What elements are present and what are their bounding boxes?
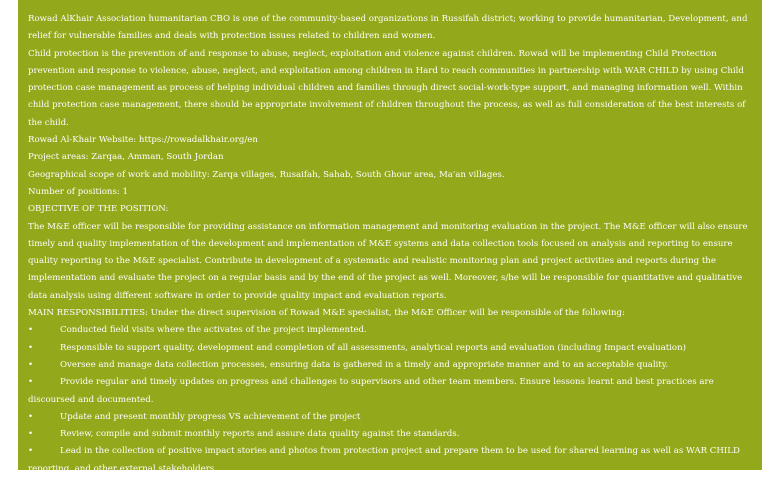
responsibility-text: Conducted field visits where the activates of the project implemented.: [60, 325, 367, 336]
responsibility-item: [28, 478, 754, 495]
bullet-icon: •: [28, 359, 34, 370]
bullet-icon: •: [28, 446, 34, 457]
responsibility-text: Update and present monthly progress VS achievement of the project: [60, 411, 361, 422]
responsibility-item: [28, 322, 754, 339]
positions-line: Number of positions: 1: [28, 186, 128, 197]
geo-scope-line: Geographical scope of work and mobility: Zarqa villages, Rusaifah, Sahab, South Ghour area, Ma'an villages.: [28, 169, 505, 180]
responsibility-item: [28, 409, 754, 426]
responsibility-item: [28, 426, 754, 443]
objective-paragraph: The M&E officer will be responsible for providing assistance on information management and monitoring evaluation in the project. The M&E officer will also ensure timely and quality implementation of the development and implementation of M&E systems and data collection tools focused on analysis and reporting to ensure quality reporting to the M&E specialist. Contribute in development of a systematic and realistic monitoring plan and project activities and reports during the implementation and evaluate the project on a regular basis and by the end of the project as well. Moreover, s/he will be responsible for quantitative and qualitative data analysis using different software in order to provide quality impact and evaluation reports.: [28, 221, 748, 301]
responsibility-text: Oversee and manage data collection processes, ensuring data is gathered in a timely and appropriate manner and to an acceptable quality.: [60, 359, 669, 370]
responsibility-item: [28, 340, 754, 357]
project-areas-line: Project areas: Zarqaa, Amman, South Jordan: [28, 152, 224, 163]
job-post-panel: [18, 0, 762, 492]
intro-paragraph: Rowad AlKhair Association humanitarian CBO is one of the community-based organizations in Russifah district; working to provide humanitarian, Development, and relief for vulnerable families and deals with protection issues related to children and women.: [28, 14, 748, 42]
responsibilities-heading: MAIN RESPONSIBILITIES: Under the direct supervision of Rowad M&E specialist, the M&E Officer will be responsible of the following:: [28, 308, 625, 319]
responsibility-item: [28, 374, 754, 409]
bullet-icon: •: [28, 429, 34, 440]
responsibility-item: [28, 443, 754, 478]
child-protection-paragraph: Child protection is the prevention of and response to abuse, neglect, exploitation and violence against children. Rowad will be implementing Child Protection prevention and response to violence, abuse, neglect, and exploitation among children in Hard to reach communities in partnership with WAR CHILD by using Child protection case management as process of helping individual children and families through direct social-work-type support, and managing information well. Within child protection case management, there should be appropriate involvement of children throughout the process, as well as full consideration of the best interests of the child.: [28, 48, 746, 128]
website-line: Rowad Al-Khair Website: https://rowadalkhair.org/en: [28, 135, 258, 146]
bullet-icon: •: [28, 325, 34, 336]
responsibility-text: Provide regular and timely updates on progress and challenges to supervisors and other team members. Ensure lessons learnt and best practices are discoursed and documented.: [28, 377, 714, 405]
responsibility-text: Responsible to support quality, development and completion of all assessments, analytical reports and evaluation (including Impact evaluation): [60, 342, 686, 353]
bullet-icon: •: [28, 342, 34, 353]
objective-heading: OBJECTIVE OF THE POSITION:: [28, 204, 169, 215]
responsibility-text: Review, compile and submit monthly reports and assure data quality against the standards.: [60, 429, 460, 440]
responsibility-text: Conduct internal spot-check, audits visits and satisfaction surveys: [60, 481, 349, 492]
responsibility-text: Lead in the collection of positive impact stories and photos from protection project and prepare them to be used for shared learning as well as WAR CHILD reporting, and other external stakeholders.: [28, 446, 740, 474]
bullet-icon: •: [28, 377, 34, 388]
bullet-icon: •: [28, 481, 34, 492]
responsibility-item: [28, 357, 754, 374]
job-description: [28, 11, 754, 495]
bullet-icon: •: [28, 411, 34, 422]
